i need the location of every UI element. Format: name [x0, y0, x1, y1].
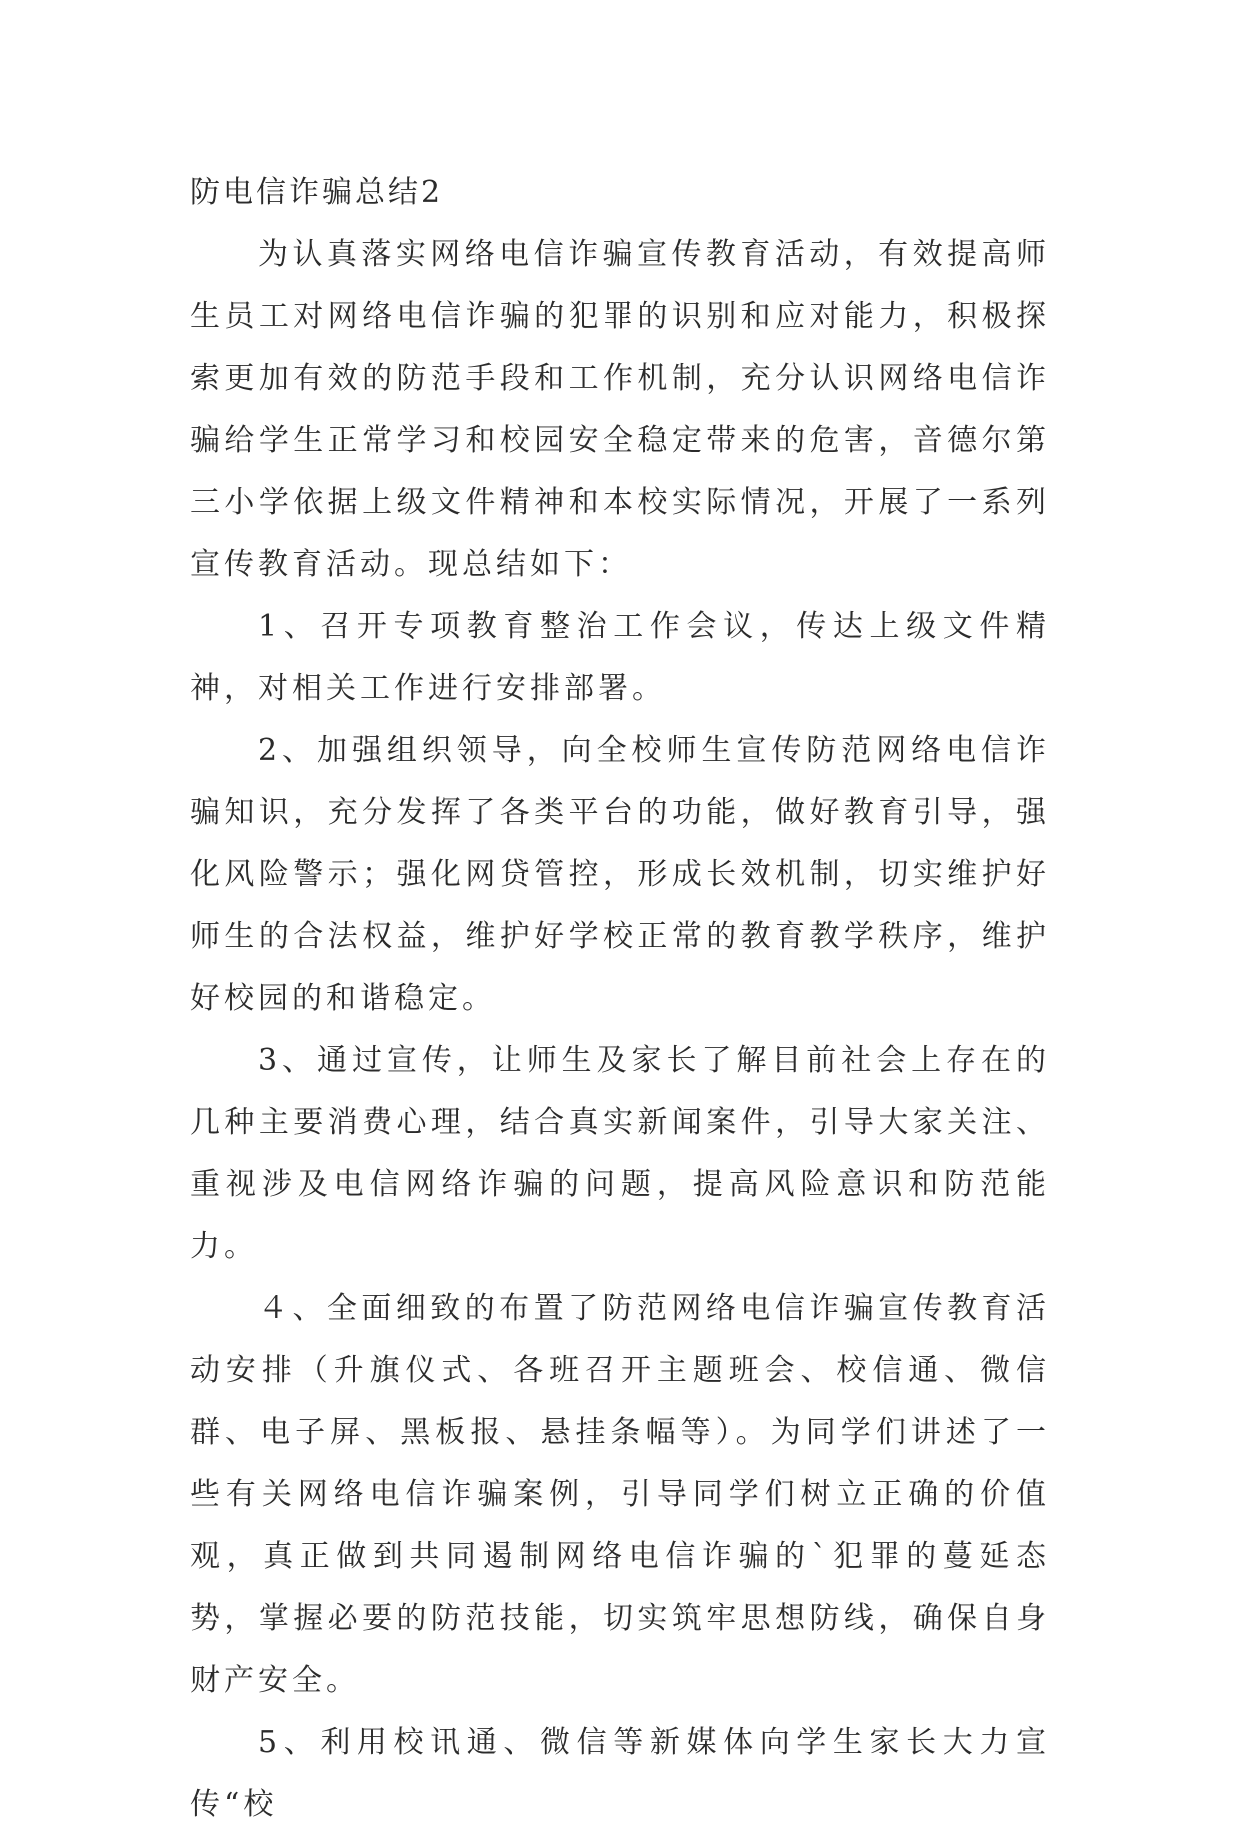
document-body	[190, 162, 1050, 1836]
document-title: 防电信诈骗总结2	[190, 175, 444, 210]
paragraph-item-2: 2、加强组织领导，向全校师生宣传防范网络电信诈骗知识，充分发挥了各类平台的功能，做好教育引导，强化风险警示；强化网贷管控，形成长效机制，切实维护好师生的合法权益，维护好学校正常的教育教学秩序，维护好校园的和谐稳定。	[190, 733, 1050, 1016]
paragraph-intro: 为认真落实网络电信诈骗宣传教育活动，有效提高师生员工对网络电信诈骗的犯罪的识别和应对能力，积极探索更加有效的防范手段和工作机制，充分认识网络电信诈骗给学生正常学习和校园安全稳定带来的危害，音德尔第三小学依据上级文件精神和本校实际情况，开展了一系列宣传教育活动。现总结如下：	[190, 237, 1050, 582]
paragraph-item-3: 3、通过宣传，让师生及家长了解目前社会上存在的几种主要消费心理，结合真实新闻案件，引导大家关注、重视涉及电信网络诈骗的问题，提高风险意识和防范能力。	[190, 1043, 1050, 1264]
paragraph-item-5: 5、利用校讯通、微信等新媒体向学生家长大力宣传“校	[190, 1725, 1050, 1822]
paragraph-item-1: 1、召开专项教育整治工作会议，传达上级文件精神，对相关工作进行安排部署。	[190, 609, 1050, 706]
paragraph-item-4: ４、全面细致的布置了防范网络电信诈骗宣传教育活动安排（升旗仪式、各班召开主题班会、校信通、微信群、电子屏、黑板报、悬挂条幅等）。为同学们讲述了一些有关网络电信诈骗案例，引导同学们树立正确的价值观，真正做到共同遏制网络电信诈骗的`犯罪的蔓延态势，掌握必要的防范技能，切实筑牢思想防线，确保自身财产安全。	[190, 1291, 1050, 1698]
